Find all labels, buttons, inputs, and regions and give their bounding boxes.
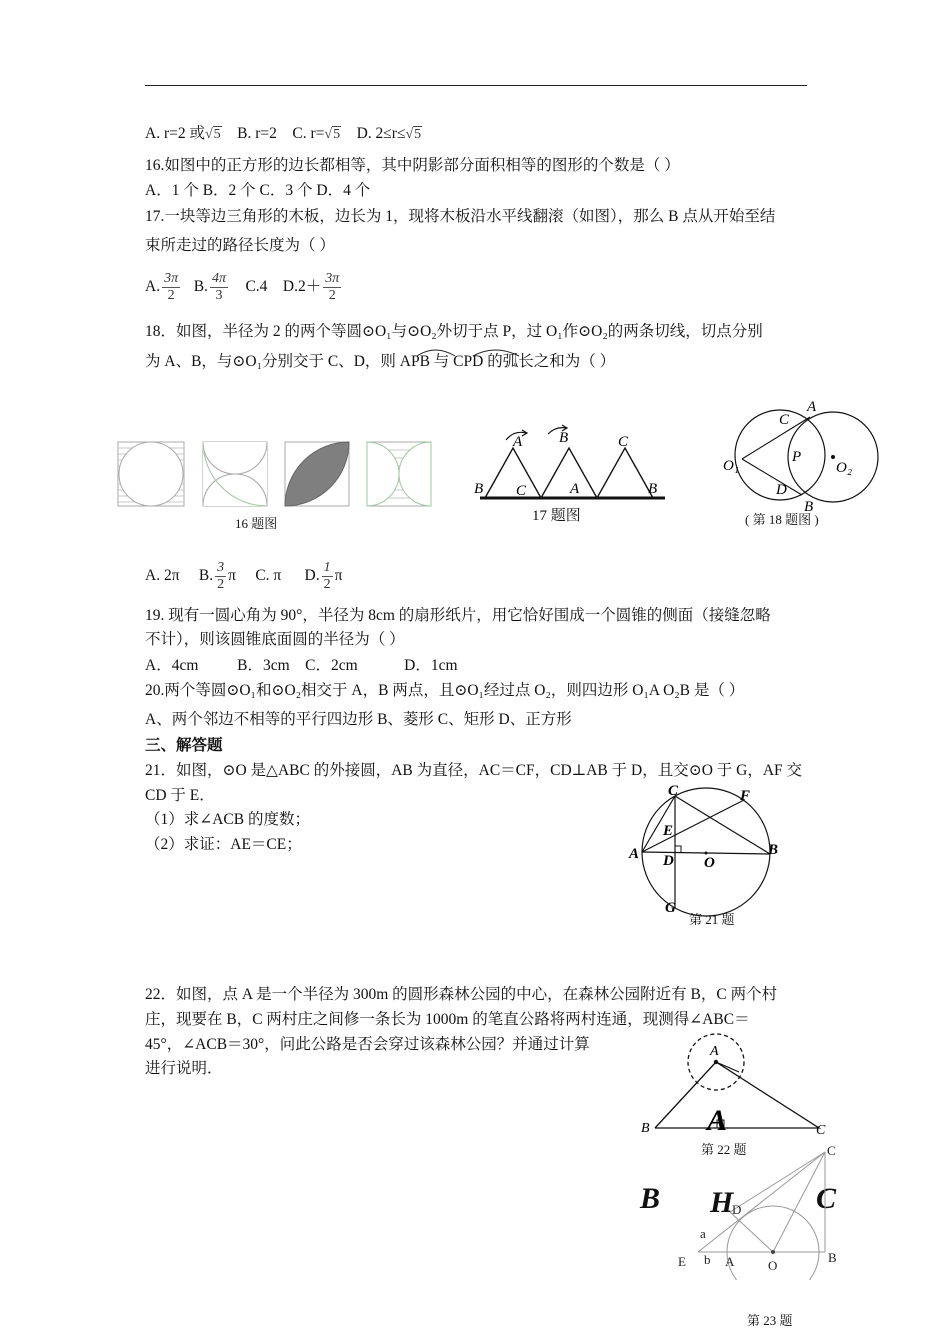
label-b-lower: b — [704, 1252, 711, 1267]
q23-big-label-h: H — [710, 1186, 734, 1219]
label-d: D — [732, 1202, 742, 1217]
q18-stem-line1: 18．如图，半径为 2 的两个等圆⊙O₁与⊙O₂外切于点 P，过 O₁作⊙O₂的两条切线，切点分别 — [145, 323, 763, 340]
label-c: C — [827, 1143, 836, 1158]
q18-option-c: C. π — [255, 567, 282, 584]
label-bottom-a: A — [570, 481, 580, 497]
q17-option-b-fraction: $\frac{4\pi}{3}$ — [211, 270, 226, 303]
label-b: B — [828, 1250, 837, 1265]
q16-options: A．1 个 B．2 个 C．3 个 D．4 个 — [145, 182, 371, 199]
q18-option-b-fraction: $\frac{3}{2}$ — [217, 559, 225, 592]
q17-stem-line1: 17.一块等边三角形的木板，边长为 1，现将木板沿水平线翻滚（如图），那么 B 点从开始至结 — [145, 208, 776, 225]
q23-caption: 第 23 题 — [747, 1313, 793, 1328]
label-b: B — [641, 1121, 650, 1136]
label-p: P — [792, 449, 802, 465]
label-o: O — [704, 855, 715, 871]
q15-option-d: D. 2≤r≤ — [356, 125, 406, 142]
label-a: A — [725, 1254, 735, 1269]
label-o2: O₂ — [836, 460, 853, 476]
q19-options: A．4cm B．3cm C．2cm D．1cm — [145, 657, 458, 674]
label-bottom-b2: B — [648, 481, 658, 497]
label-b: B — [768, 842, 779, 858]
label-top-c: C — [618, 434, 629, 450]
q17-options: A. $\frac{3\pi}{2}$ B. $\frac{4\pi}{3}$ C.4 D.2＋ $\frac{3\pi}{2}$ — [145, 270, 340, 303]
arc-cpd-mark — [473, 350, 519, 356]
q16-square-1 — [118, 442, 184, 506]
q16-square-3 — [285, 442, 349, 506]
q23-figure — [670, 1140, 855, 1280]
q16-caption: 16 题图 — [235, 516, 278, 531]
q19-stem-line1: 19. 现有一圆心角为 90°，半径为 8cm 的扇形纸片，用它恰好围成一个圆锥的侧面（接缝忽略 — [145, 607, 771, 624]
q18-caption: ( 第 18 题图 ) — [745, 512, 819, 527]
q17-option-d-fraction: $\frac{3\pi}{2}$ — [325, 270, 340, 303]
q21-part1: （1）求∠ACB 的度数； — [145, 811, 310, 828]
label-bottom-b1: B — [474, 481, 484, 497]
q17-option-a-fraction: $\frac{3\pi}{2}$ — [164, 270, 179, 303]
label-g: G — [665, 900, 676, 916]
q18-arc-marks — [415, 344, 525, 358]
q18-options: A. 2π B. $\frac{3}{2}$ π C. π D. $\frac{1}{2}$ π — [145, 559, 343, 592]
q18-stem-line2: 为 A、B，与⊙O₁分别交于 C、D，则 APB 与 CPD 的弧长之和为（ ） — [145, 353, 616, 370]
q23-big-label-c: C — [816, 1182, 837, 1215]
q16-stem: 16.如图中的正方形的边长都相等，其中阴影部分面积相等的图形的个数是（ ） — [145, 157, 680, 174]
q16-square-2 — [203, 442, 267, 506]
triangle-abc — [655, 1062, 819, 1128]
q15-radical-c: √5 — [324, 127, 341, 142]
q15-option-a: A. r=2 或 — [145, 125, 205, 142]
q17-option-c: C.4 — [245, 278, 268, 295]
label-e: E — [663, 823, 674, 839]
arc-apb-mark — [417, 350, 455, 356]
q18-option-d-fraction: $\frac{1}{2}$ — [323, 559, 331, 592]
q21-stem-line2: CD 于 E． — [145, 787, 215, 804]
q19-stem-line2: 不计），则该圆锥底面圆的半径为（ ） — [145, 631, 405, 648]
q22-stem-line3: 45°，∠ACB＝30°，问此公路是否会穿过该森林公园？并通过计算 — [145, 1036, 590, 1053]
label-big-a: A — [707, 1104, 728, 1137]
label-a-lower: a — [700, 1226, 706, 1241]
label-o1: O₁ — [723, 458, 740, 474]
header-rule — [145, 85, 807, 86]
label-e: E — [678, 1254, 686, 1269]
q16-figure — [115, 440, 435, 512]
q22-figure — [635, 1030, 835, 1140]
q15-option-c: C. r= — [292, 125, 325, 142]
section-heading: 三、解答题 — [145, 737, 223, 754]
label-o: O — [768, 1258, 778, 1273]
label-c: C — [668, 783, 679, 799]
q21-part2: （2）求证：AE＝CE； — [145, 836, 302, 853]
label-a: A — [710, 1044, 719, 1059]
q17-stem-line2: 束所走过的路径长度为（ ） — [145, 237, 335, 254]
label-a: A — [629, 846, 640, 862]
label-f: F — [740, 788, 751, 804]
q15-option-b: B. r=2 — [237, 125, 277, 142]
q21-stem-line1: 21．如图，⊙O 是△ABC 的外接圆，AB 为直径，AC＝CF，CD⊥AB 于 D，且交⊙O 于 G，AF 交 — [145, 762, 803, 779]
line-ec — [698, 1152, 825, 1252]
q23-big-label-b: B — [640, 1182, 661, 1215]
q22-caption: 第 22 题 — [701, 1142, 747, 1157]
q18-option-a: A. 2π — [145, 567, 180, 584]
q22-stem-line2: 庄，现要在 B，C 两村庄之间修一条长为 1000m 的笔直公路将两村连通，现测得∠ABC＝ — [145, 1011, 750, 1028]
q17-figure — [470, 420, 670, 510]
label-top-a: A — [513, 434, 523, 450]
q20-stem: 20.两个等圆⊙O₁和⊙O₂相交于 A，B 两点，且⊙O₁经过点 O₂，则四边形 O₁A O₂B 是（ ） — [145, 682, 745, 699]
q20-options: A、两个邻边不相等的平行四边形 B、菱形 C、矩形 D、正方形 — [145, 711, 572, 728]
q21-figure — [620, 780, 790, 920]
q18-figure — [690, 395, 890, 515]
label-d: D — [663, 853, 674, 869]
q15-options — [145, 124, 422, 145]
label-c: C — [816, 1123, 826, 1138]
q22-stem-line4: 进行说明． — [145, 1060, 223, 1077]
q21-caption: 第 21 题 — [689, 912, 735, 927]
label-b: B — [804, 499, 814, 515]
q17-caption: 17 题图 — [532, 508, 581, 524]
label-c: C — [779, 412, 790, 428]
q15-radical-a: √5 — [204, 127, 221, 142]
label-d: D — [776, 482, 787, 498]
q15-radical-d: √5 — [405, 127, 422, 142]
q16-square-4 — [367, 442, 431, 506]
label-bottom-c: C — [516, 483, 527, 499]
label-a: A — [807, 399, 817, 415]
rolling-triangles — [485, 448, 653, 498]
label-top-b: B — [559, 430, 569, 446]
q22-stem-line1: 22．如图，点 A 是一个半径为 300m 的圆形森林公园的中心，在森林公园附近有 B，C 两个村 — [145, 986, 778, 1003]
